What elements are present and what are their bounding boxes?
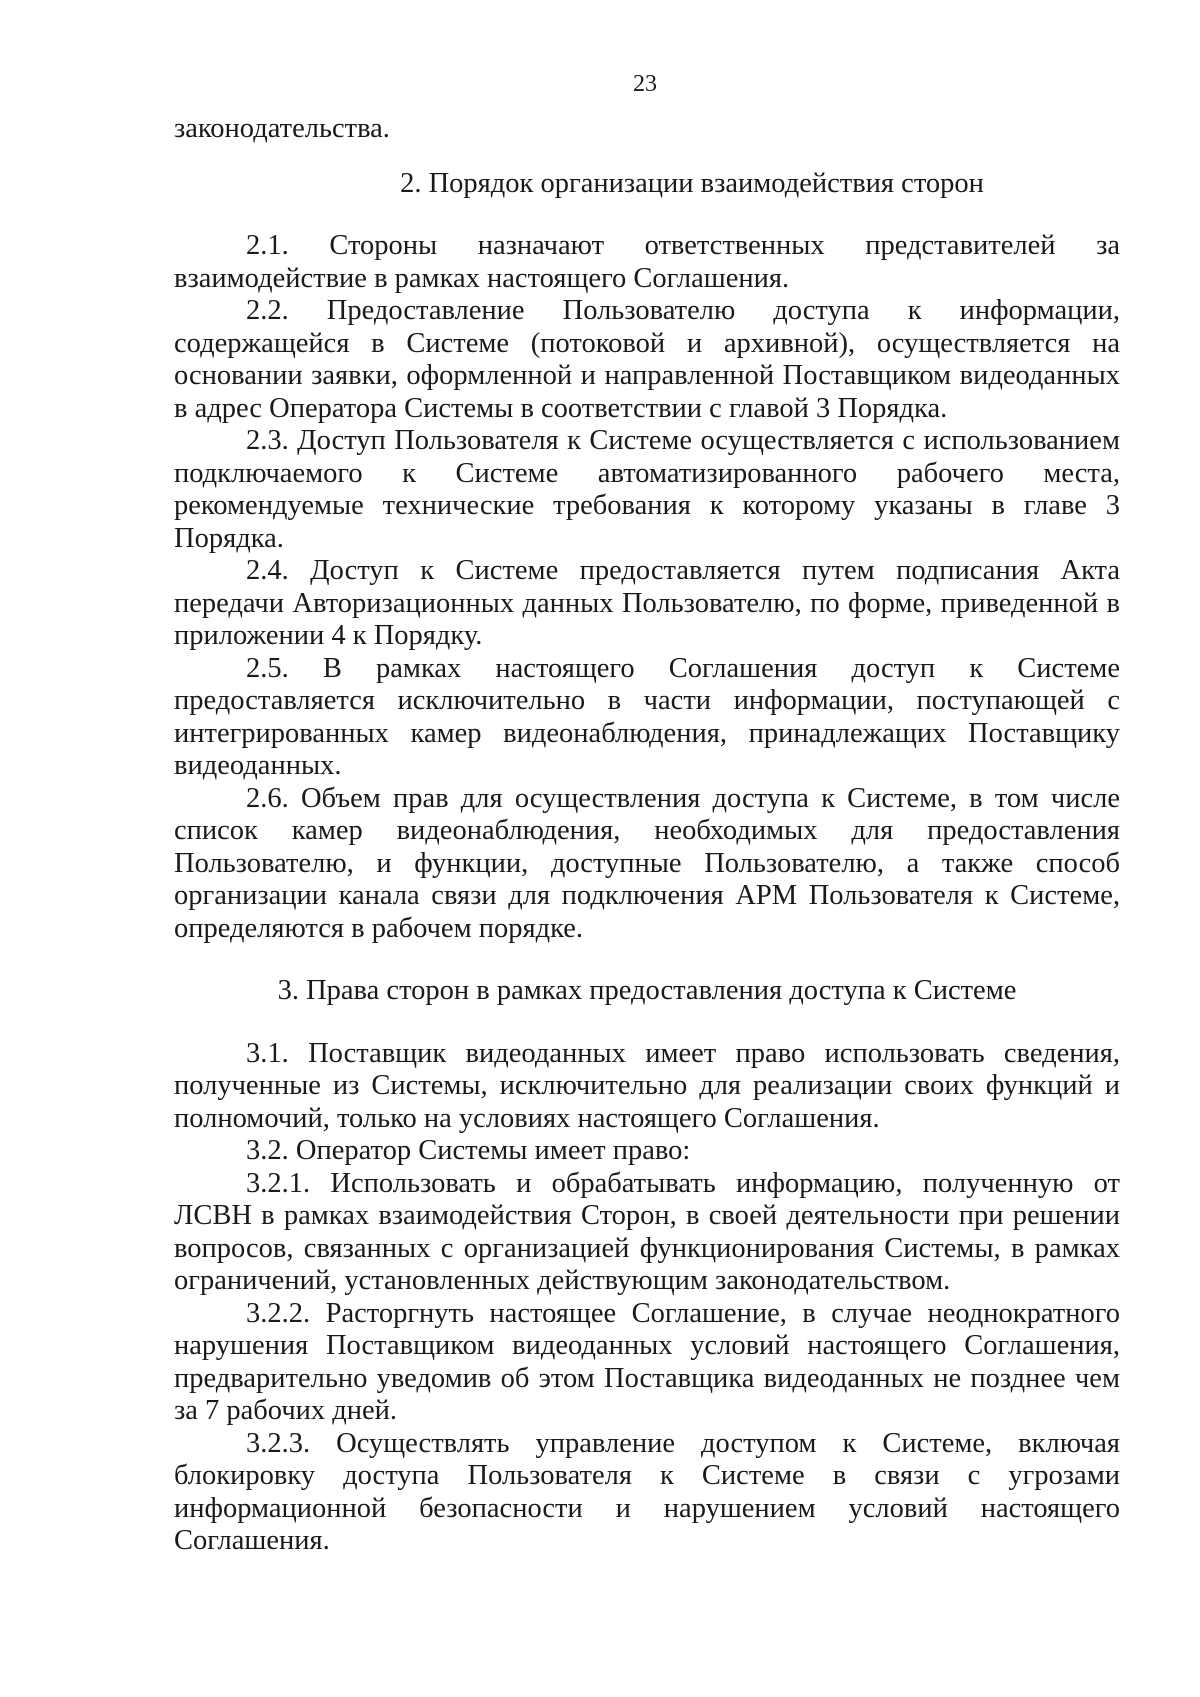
- clause-3-2-1: 3.2.1. Использовать и обрабатывать информацию, полученную от ЛСВН в рамках взаимодействия Сторон, в своей деятельности при решении вопросов, связанных с организацией функционирования Системы, в рамках ограничений, установленных действующим законодательством.: [174, 1167, 1120, 1296]
- clause-3-2-2: 3.2.2. Расторгнуть настоящее Соглашение, в случае неоднократного нарушения Поставщиком видеоданных условий настоящего Соглашения, предварительно уведомив об этом Поставщика видеоданных не позднее чем за 7 рабочих дней.: [174, 1297, 1120, 1426]
- section-heading-2-text: 2. Порядок организации взаимодействия сторон: [400, 167, 984, 199]
- clause-2-2: 2.2. Предоставление Пользователю доступа к информации, содержащейся в Системе (потоковой и архивной), осуществляется на основании заявки, оформленной и направленной Поставщиком видеоданных в адрес Оператора Системы в соответствии с главой 3 Порядка.: [174, 295, 1120, 424]
- clause-3-1: 3.1. Поставщик видеоданных имеет право использовать сведения, полученные из Системы, исключительно для реализации своих функций и полномочий, только на условиях настоящего Соглашения.: [174, 1037, 1120, 1134]
- clause-3-2: 3.2. Оператор Системы имеет право:: [246, 1135, 691, 1166]
- document-body: [174, 113, 1120, 1558]
- section-heading-2: [174, 168, 1120, 201]
- clause-2-5: 2.5. В рамках настоящего Соглашения доступ к Системе предоставляется исключительно в части информации, поступающей с интегрированных камер видеонаблюдения, принадлежащих Поставщику видеоданных.: [174, 652, 1120, 781]
- clause-2-6: 2.6. Объем прав для осуществления доступа к Системе, в том числе список камер видеонаблюдения, необходимых для предоставления Пользователю, и функции, доступные Пользователю, а также способ организации канала связи для подключения АРМ Пользователя к Системе, определяются в рабочем порядке.: [174, 782, 1120, 944]
- section-heading-3: 3. Права сторон в рамках предоставления доступа к Системе: [277, 975, 1017, 1006]
- clause-2-1: 2.1. Стороны назначают ответственных представителей за взаимодействие в рамках настоящего Соглашения.: [174, 230, 1120, 294]
- clause-2-4: 2.4. Доступ к Системе предоставляется путем подписания Акта передачи Авторизационных данных Пользователю, по форме, приведенной в приложении 4 к Порядку.: [174, 555, 1120, 651]
- continued-text-line: законодательства.: [174, 113, 390, 144]
- page-number: 23: [633, 71, 657, 97]
- clause-3-2-3: 3.2.3. Осуществлять управление доступом к Системе, включая блокировку доступа Пользователя к Системе в связи с угрозами информационной безопасности и нарушением условий настоящего Соглашения.: [174, 1427, 1120, 1556]
- clause-2-3: 2.3. Доступ Пользователя к Системе осуществляется с использованием подключаемого к Системе автоматизированного рабочего места, рекомендуемые технические требования к которому указаны в главе 3 Порядка.: [174, 425, 1120, 554]
